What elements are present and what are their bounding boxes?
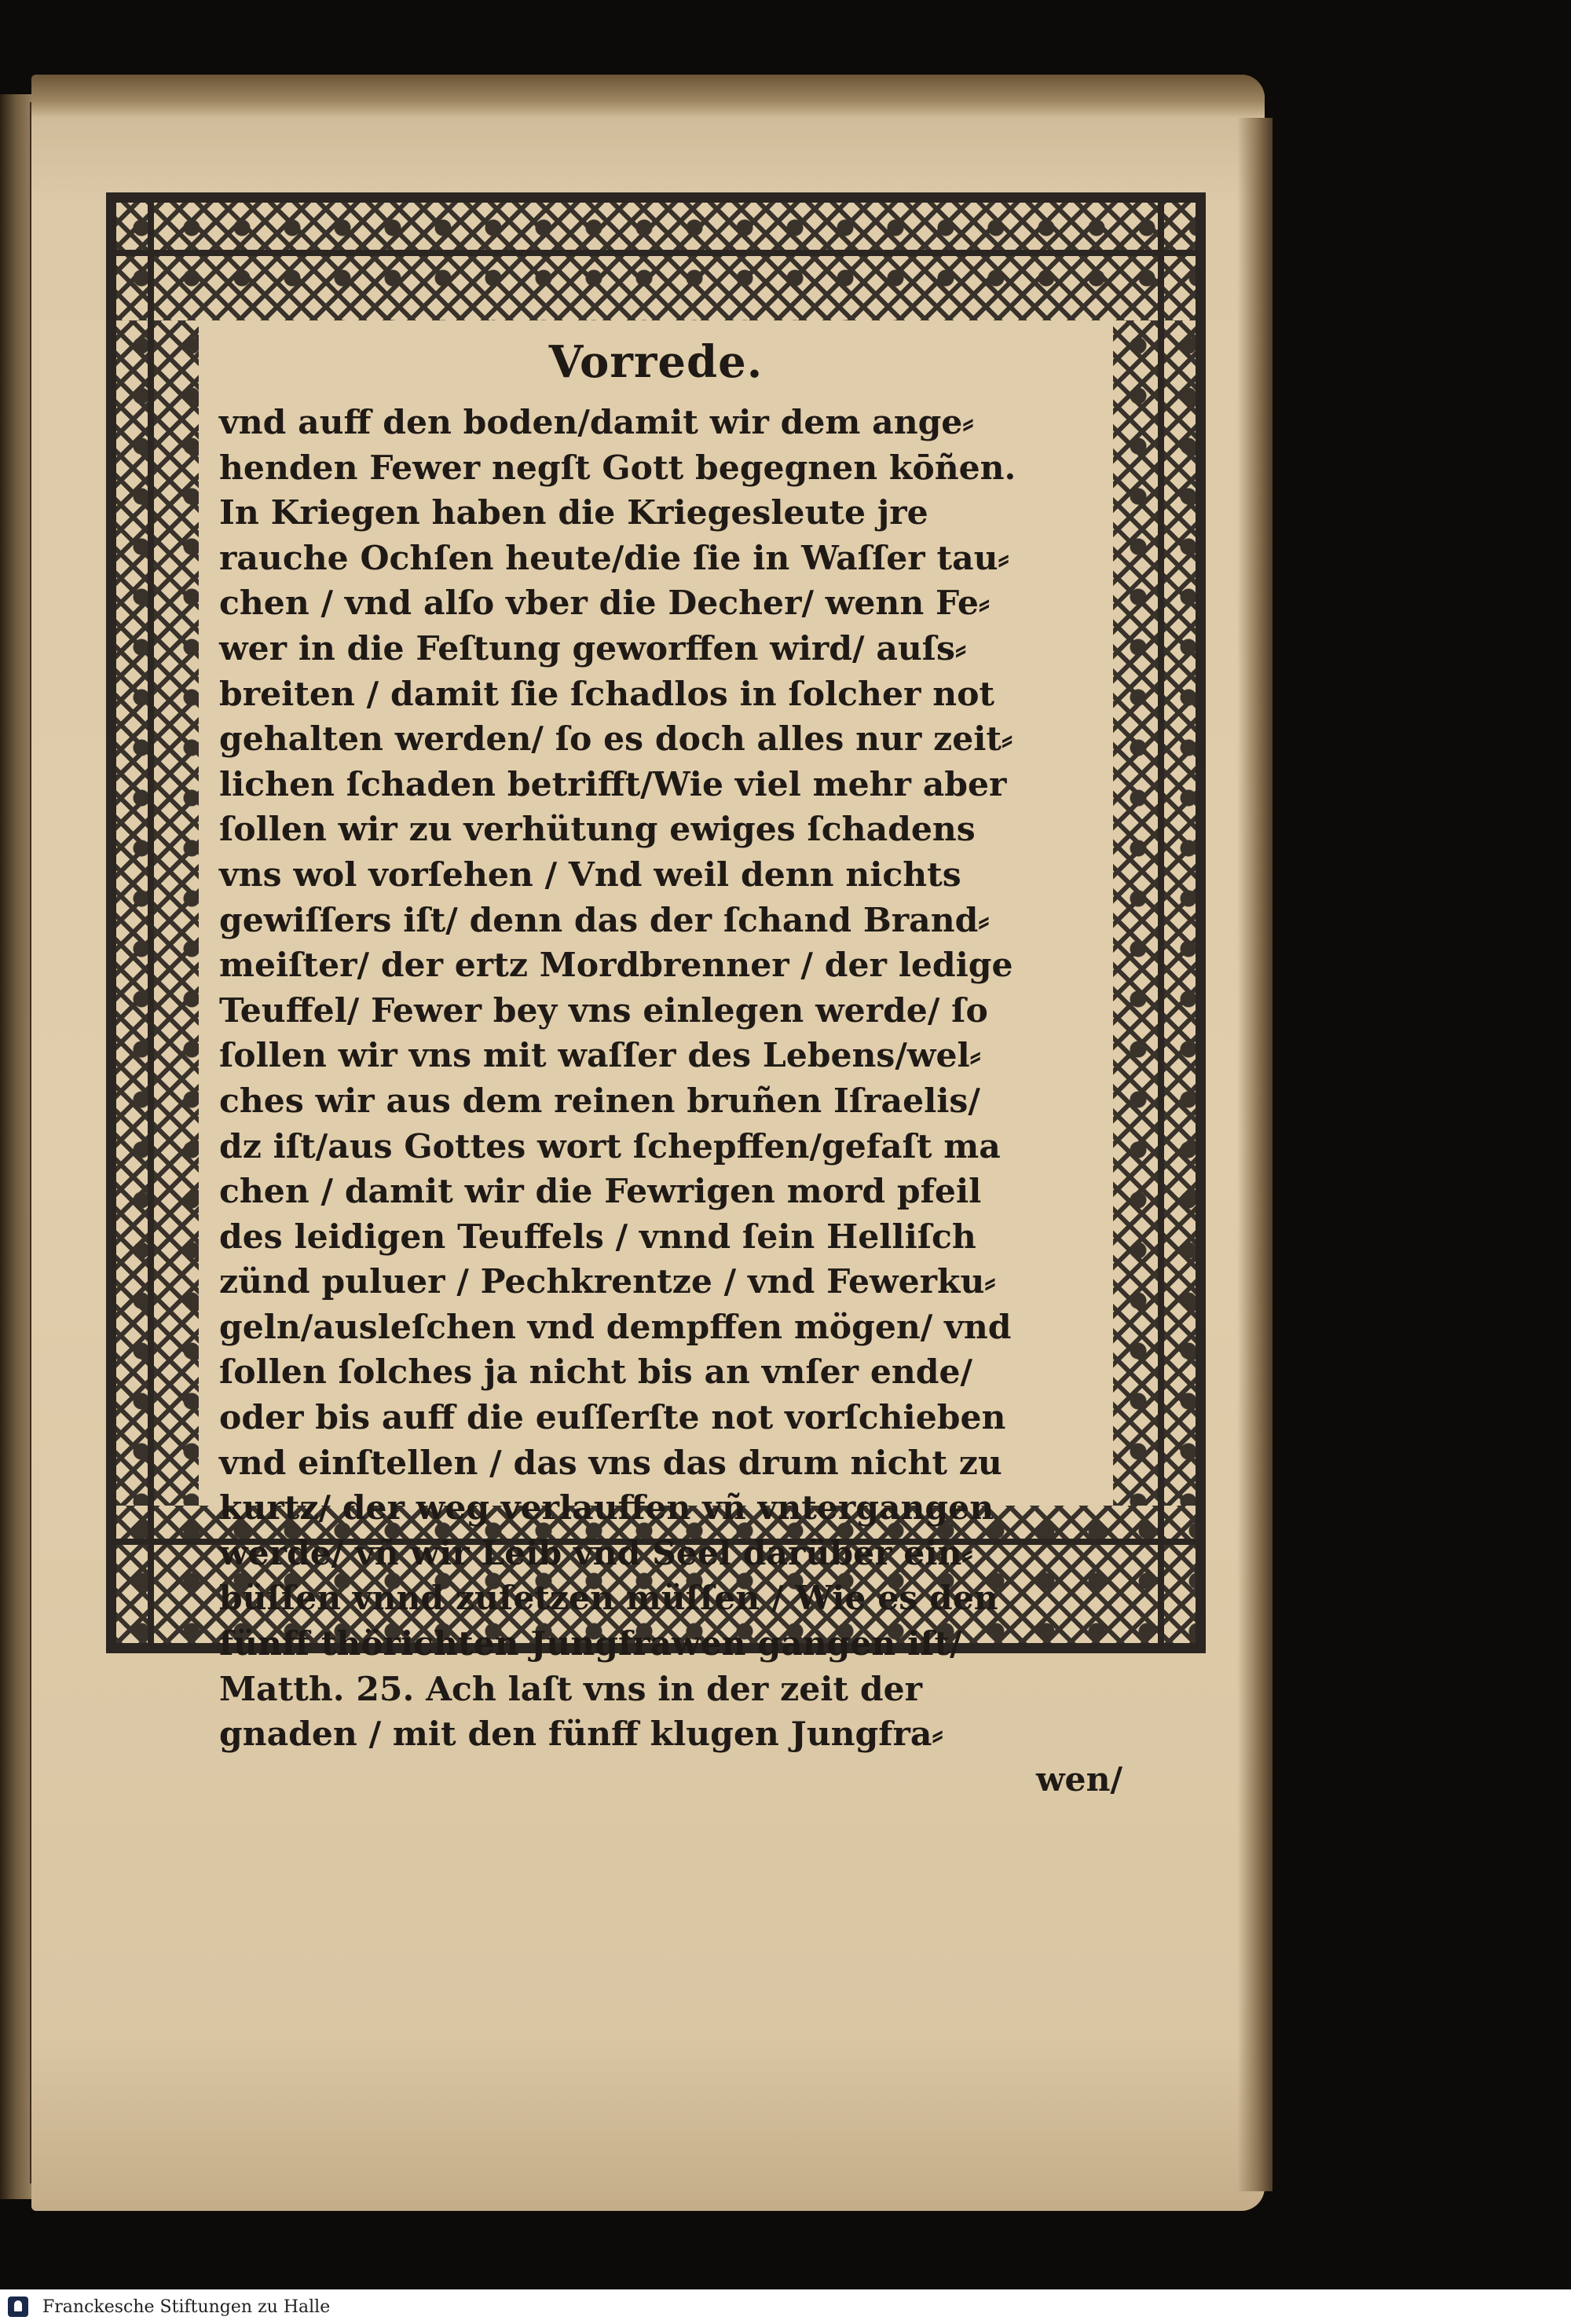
ornament-band-right [1113,320,1196,1506]
text-line: des leidigen Teuffels / vnnd ſein Helliſch [219,1217,976,1257]
footer-bar [0,2289,1571,2324]
franckesche-stiftungen-logo-icon [8,2297,28,2317]
border-rule [148,203,154,1643]
text-line: vns wol vorſehen / Vnd weil denn nichts [219,855,961,895]
footer-credit: Franckesche Stiftungen zu Halle [42,2297,331,2317]
text-line: lichen ſchaden betrifft/Wie viel mehr aber [219,764,1007,804]
border-rule [1158,203,1164,1643]
text-line: kurtz/ der weg verlauffen vñ vntergangen [219,1488,994,1528]
text-line: zünd puluer / Pechkrentze / vnd Fewerku⸗ [219,1262,996,1302]
text-line: oder bis auff die euſſerſte not vorſchieben [219,1398,1006,1438]
ornament-band-left [116,320,199,1506]
ornamental-border [106,192,1206,1799]
text-line: chen / damit wir die Fewrigen mord pfeil [219,1172,982,1212]
text-line: meiſter/ der ertz Mordbrenner / der ledige [219,946,1013,986]
catchword: wen/ [1035,1759,1122,1799]
text-line: In Kriegen haben die Kriegesleute jre [219,493,928,533]
text-line: ches wir aus dem reinen bruñen Iſraelis/ [219,1081,980,1121]
text-line: chen / vnd alſo vber die Decher/ wenn Fe⸗ [219,584,991,624]
border-rule [116,250,1196,256]
text-line: Teuffel/ Fewer bey vns einlegen werde/ ſo [219,990,988,1030]
page-fore-edge [1237,118,1273,2191]
body-text [219,401,1122,1802]
text-line: breiten / damit ſie ſchadlos in ſolcher not [219,674,995,714]
text-line: ſollen ſolches ja nicht bis an vnſer ende/ [219,1352,973,1393]
text-line: ſollen wir zu verhütung ewiges ſchadens [219,810,976,850]
text-block [199,320,1122,1799]
page-heading: Vorrede. [548,336,764,388]
page-top-edge [31,75,1265,118]
text-line: gnaden / mit den fünff klugen Jungfra⸗ [219,1715,943,1755]
text-line: vnd einſtellen / das vns das drum nicht zu [219,1443,1002,1483]
text-line: henden Fewer negſt Gott begegnen kōñen. [219,448,1016,488]
text-line: gewiſſers iſt/ denn das der ſchand Brand⸗ [219,900,990,940]
text-line: vnd auff den boden/damit wir dem ange⸗ [219,403,974,442]
text-line: fünff thörichten Jungfrawen gangen iſt/ [219,1624,962,1664]
text-line: geln/ausleſchen vnd dempffen mögen/ vnd [219,1307,1012,1347]
text-line: werde/ vñ wir Leib vnd Seel darüber ein⸗ [219,1533,973,1573]
ornament-band-top [116,203,1196,320]
text-line: rauche Ochſen heute/die ſie in Waſſer tau⸗ [219,538,1009,578]
text-line: Matth. 25. Ach laſt vns in der zeit der [219,1669,923,1709]
text-line: wer in die Feſtung geworffen wird/ auſs⸗ [219,628,967,668]
text-line: gehalten werden/ ſo es doch alles nur zeit⸗ [219,719,1013,759]
text-line: büſſen vnnd zuſetzen müſſen / Wie es den [219,1579,998,1619]
text-line: ſollen wir vns mit waſſer des Lebens/wel⸗ [219,1036,981,1076]
text-line: dz iſt/aus Gottes wort ſchepffen/gefaſt ma [219,1126,1001,1166]
